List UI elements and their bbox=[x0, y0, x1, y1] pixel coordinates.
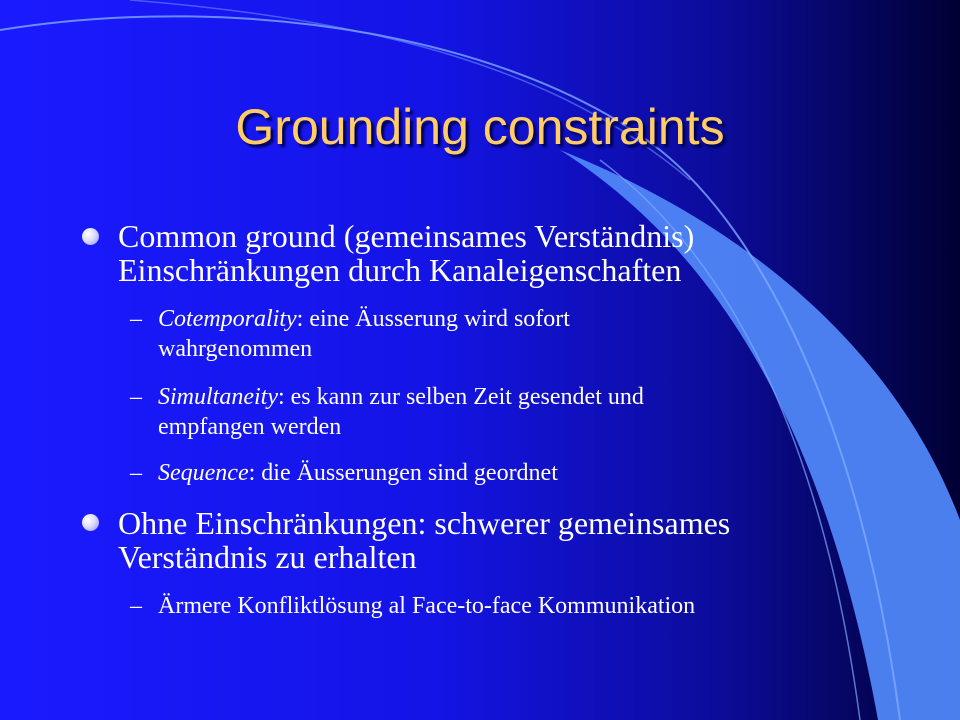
dash-icon: – bbox=[130, 306, 142, 332]
subpoint-term: Sequence bbox=[158, 460, 249, 486]
bullet-point-2 bbox=[118, 506, 730, 574]
bullet-point-1-line-2: Einschränkungen durch Kanaleigenschaften bbox=[118, 252, 682, 288]
subpoint-text: : eine Äusserung wird sofort bbox=[296, 306, 570, 332]
dash-icon: – bbox=[130, 593, 142, 619]
subpoint-text: : die Äusserungen sind geordnet bbox=[248, 460, 558, 486]
subpoint-sequence bbox=[158, 458, 558, 488]
subpoint-text: Ärmere Konfliktlösung al Face-to-face Kommunikation bbox=[158, 593, 696, 619]
subpoint-text: : es kann zur selben Zeit gesendet und bbox=[277, 384, 644, 410]
bullet-point-1-line-1: Common ground (gemeinsames Verständnis) bbox=[118, 218, 695, 254]
bullet-point-2-line-1: Ohne Einschränkungen: schwerer gemeinsames bbox=[118, 505, 731, 541]
subpoint-simultaneity bbox=[158, 382, 644, 442]
subpoint-continuation: empfangen werden bbox=[158, 414, 342, 440]
bullet-point-1 bbox=[118, 219, 694, 287]
dash-icon: – bbox=[130, 384, 142, 410]
bullet-point-2-line-2: Verständnis zu erhalten bbox=[118, 539, 417, 575]
subpoint-term: Cotemporality bbox=[158, 306, 297, 332]
subpoint-continuation: wahrgenommen bbox=[158, 336, 313, 362]
bullet-icon bbox=[82, 228, 99, 245]
dash-icon: – bbox=[130, 460, 142, 486]
subpoint-cotemporality bbox=[158, 304, 570, 364]
subpoint-term: Simultaneity bbox=[158, 384, 278, 410]
bullet-icon bbox=[82, 514, 99, 531]
slide-title: Grounding constraints bbox=[235, 99, 725, 155]
subpoint-konfliktloesung bbox=[158, 591, 695, 621]
